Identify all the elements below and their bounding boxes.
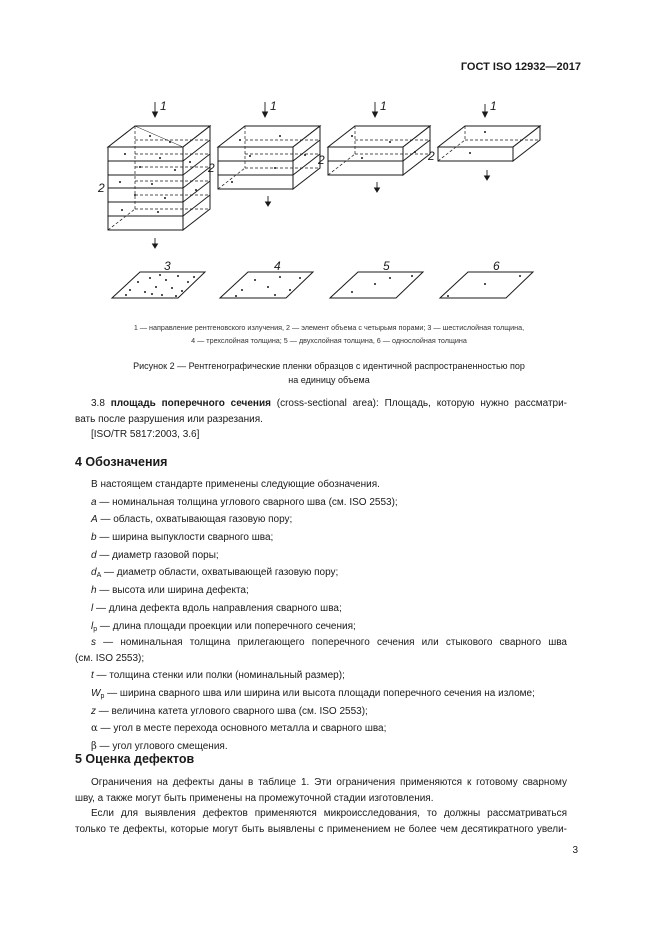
symbol-item: a — номинальная толщина углового сварного шва (см. ISO 2553); xyxy=(91,496,398,508)
symbol-item: α — угол в месте перехода основного металла и сварного шва; xyxy=(91,723,387,735)
label-4: 4 xyxy=(274,259,281,273)
symbols-intro: В настоящем стандарте применены следующие обозначения. xyxy=(91,479,380,490)
symbols-list xyxy=(75,476,567,756)
label-1: 1 xyxy=(380,99,387,113)
transmitted-arrow-icon xyxy=(153,238,158,248)
page-number: 3 xyxy=(572,845,578,856)
six-layer-block xyxy=(108,126,210,230)
symbol-item: $d_A$ — диаметр области, охватывающей газовую пору; xyxy=(91,567,339,580)
caption-line: Рисунок 2 — Рентгенографические пленки образцов с идентичной распространенностью пор xyxy=(133,361,525,371)
clause-3-8-line1 xyxy=(75,396,567,412)
single-layer-block xyxy=(438,126,540,161)
symbol-item: t — толщина стенки или полки (номинальный размер); xyxy=(91,670,345,682)
label-2: 2 xyxy=(98,181,105,195)
figure-2-diagram xyxy=(90,92,560,314)
figure-caption xyxy=(74,359,584,387)
section-5-p2-line1: Если для выявления дефектов применяются микроисследования, то должны рассматриваться xyxy=(91,808,567,819)
transmitted-arrow-icon xyxy=(485,170,490,180)
label-5: 5 xyxy=(383,259,390,273)
symbol-item: $W_p$ — ширина сварного шва или ширина или высота площади поперечного сечения на изломе; xyxy=(91,687,535,700)
label-2: 2 xyxy=(318,153,325,167)
clause-term: площадь поперечного сечения xyxy=(110,398,271,409)
legend-line: 1 — направление рентгеновского излучения, 2 — элемент объема с четырьмя порами; 3 — шестислойная толщина, xyxy=(133,323,525,332)
clause-source: [ISO/TR 5817:2003, 3.6] xyxy=(91,429,200,440)
section-5-p1-line2: шву, а также могут быть применены на промежуточной стадии изготовления. xyxy=(75,792,434,804)
symbol-item: s — номинальная толщина прилегающего поперечного сечения или стыкового сварного шва (см. ISO 2553); xyxy=(75,637,567,664)
clause-3-8-line2: вать после разрушения или разрезания. xyxy=(75,413,263,425)
film-three-layer xyxy=(220,272,313,298)
clause-text: (cross-sectional area): Площадь, которую нужно рассматри- xyxy=(270,398,568,409)
symbol-item: A — область, охватывающая газовую пору; xyxy=(91,514,293,526)
symbol-item: b — ширина выпуклости сварного шва; xyxy=(91,532,274,544)
symbol-item: β — угол углового смещения. xyxy=(91,740,228,752)
symbol-item: d — диаметр газовой поры; xyxy=(91,549,219,561)
section-5-title: 5 Оценка дефектов xyxy=(75,752,195,766)
figure-legend xyxy=(74,321,584,347)
clause-3-8 xyxy=(75,396,567,443)
label-2: 2 xyxy=(208,161,215,175)
transmitted-arrow-icon xyxy=(375,182,380,192)
section-5-p1-line1: Ограничения на дефекты даны в таблице 1. Эти ограничения применяются к готовому сварному xyxy=(91,777,567,788)
symbol-item: h — высота или ширина дефекта; xyxy=(91,585,249,597)
xray-arrow-icon xyxy=(373,102,378,117)
label-1: 1 xyxy=(270,99,277,113)
symbol-item: l — длина дефекта вдоль направления сварного шва; xyxy=(91,602,342,614)
section-4-title: 4 Обозначения xyxy=(75,455,168,469)
film-two-layer xyxy=(330,272,423,298)
label-6: 6 xyxy=(493,259,500,273)
caption-line: на единицу объема xyxy=(288,375,370,385)
symbol-item: z — величина катета углового сварного шва (см. ISO 2553); xyxy=(91,705,368,717)
two-layer-block xyxy=(328,126,430,175)
label-2: 2 xyxy=(428,149,435,163)
label-1: 1 xyxy=(160,99,167,113)
label-1: 1 xyxy=(490,99,497,113)
clause-number: 3.8 xyxy=(91,398,105,409)
symbol-item: $l_p$ — длина площади проекции или поперечного сечения; xyxy=(91,620,356,633)
standard-code: ГОСТ ISO 12932—2017 xyxy=(460,61,581,73)
xray-arrow-icon xyxy=(153,102,158,117)
section-5-body xyxy=(75,775,567,837)
label-3: 3 xyxy=(164,259,171,273)
section-5-p2-line2: только те дефекты, которые могут быть выявлены с применением не более чем десятикратного увели- xyxy=(75,823,567,835)
legend-line: 4 — трехслойная толщина; 5 — двухслойная толщина, 6 — однослойная толщина xyxy=(191,336,467,345)
transmitted-arrow-icon xyxy=(266,196,271,206)
three-layer-block xyxy=(218,126,320,189)
xray-arrow-icon xyxy=(483,104,488,117)
xray-arrow-icon xyxy=(263,102,268,117)
